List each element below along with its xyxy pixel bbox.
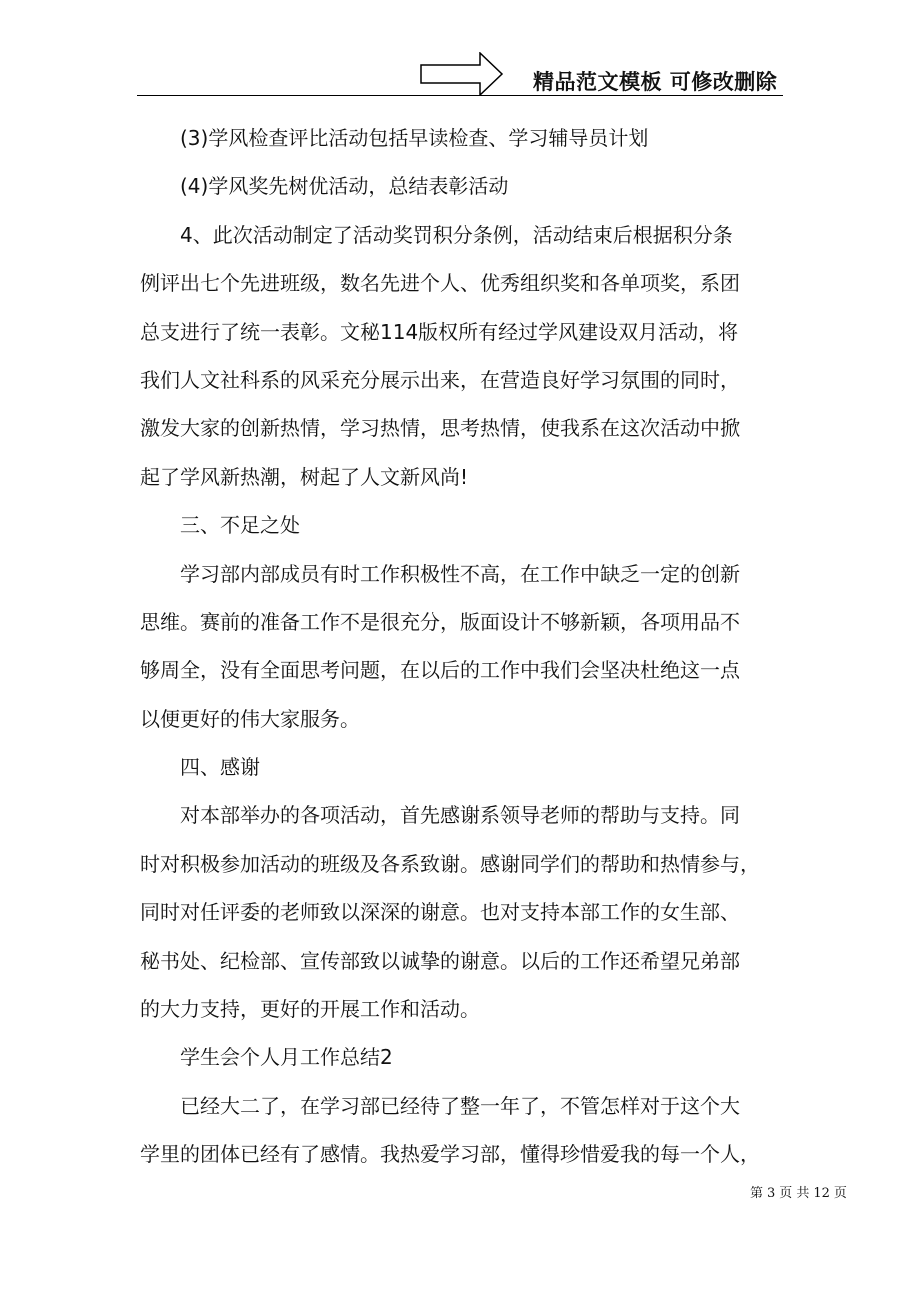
paragraph-line: (3)学风检查评比活动包括早读检查、学习辅导员计划: [180, 126, 649, 150]
page-label: 第: [750, 1186, 764, 1201]
section-title: 学生会个人月工作总结2: [180, 1045, 393, 1070]
page-total: 12: [813, 1186, 830, 1201]
paragraph-line: 的大力支持，更好的开展工作和活动。: [140, 997, 480, 1022]
total-label: 共: [796, 1186, 810, 1201]
paragraph-line: 时对积极参加活动的班级及各系致谢。感谢同学们的帮助和热情参与，: [140, 851, 760, 876]
page-number-footer: [750, 1182, 851, 1201]
paragraph-line: 我们人文社科系的风采充分展示出来，在营造良好学习氛围的同时，: [140, 367, 740, 392]
paragraph-line: 同时对任评委的老师致以深深的谢意。也对支持本部工作的女生部、: [140, 900, 740, 925]
paragraph-line: 4、此次活动制定了活动奖罚积分条例，活动结束后根据积分条: [180, 222, 733, 247]
paragraph-line: (4)学风奖先树优活动，总结表彰活动: [180, 174, 509, 199]
paragraph-line: 起了学风新热潮，树起了人文新风尚!: [140, 464, 469, 489]
page-unit: 页: [779, 1186, 793, 1201]
paragraph-line: 以便更好的伟大家服务。: [140, 706, 360, 731]
section-heading: 四、感谢: [180, 755, 260, 780]
document-body: [140, 114, 784, 1179]
paragraph-line: 够周全，没有全面思考问题，在以后的工作中我们会坚决杜绝这一点: [140, 658, 740, 683]
paragraph-line: 秘书处、纪检部、宣传部致以诚挚的谢意。以后的工作还希望兄弟部: [140, 948, 740, 973]
paragraph-line: 已经大二了，在学习部已经待了整一年了，不管怎样对于这个大: [180, 1093, 740, 1118]
paragraph-line: 思维。赛前的准备工作不是很充分，版面设计不够新颖，各项用品不: [140, 609, 740, 634]
header-divider: [137, 95, 783, 96]
paragraph-line: 总支进行了统一表彰。文秘114版权所有经过学风建设双月活动，将: [140, 319, 739, 344]
total-unit: 页: [833, 1186, 847, 1201]
page-current: 3: [767, 1186, 776, 1201]
paragraph-line: 激发大家的创新热情，学习热情，思考热情，使我系在这次活动中掀: [140, 416, 740, 441]
paragraph-line: 学里的团体已经有了感情。我热爱学习部，懂得珍惜爱我的每一个人，: [140, 1142, 760, 1167]
header-label: 精品范文模板 可修改删除: [533, 70, 778, 94]
paragraph-line: 学习部内部成员有时工作积极性不高，在工作中缺乏一定的创新: [180, 561, 740, 586]
paragraph-line: 对本部举办的各项活动，首先感谢系领导老师的帮助与支持。同: [180, 803, 740, 828]
paragraph-line: 例评出七个先进班级，数名先进个人、优秀组织奖和各单项奖，系团: [140, 271, 740, 296]
section-heading: 三、不足之处: [180, 513, 300, 538]
right-arrow-icon: [420, 52, 504, 100]
